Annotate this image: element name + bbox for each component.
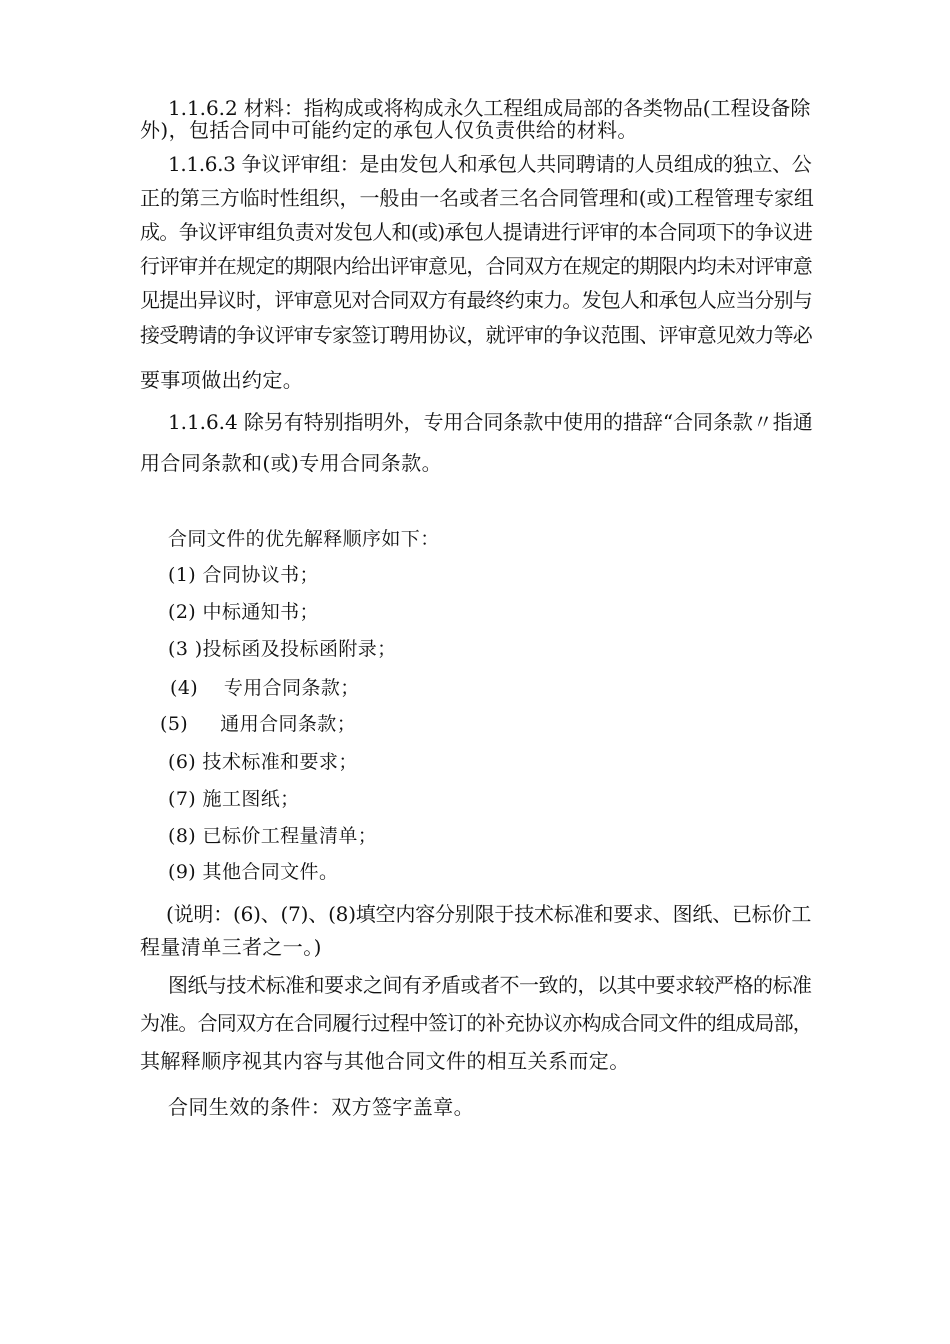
priority-item: (6) 技术标准和要求；: [168, 751, 358, 773]
priority-intro: 合同文件的优先解释顺序如下：: [168, 528, 440, 550]
priority-item: (2) 中标通知书；: [168, 601, 319, 623]
clause-line: 1.1.6.3 争议评审组：是由发包人和承包人共同聘请的人员组成的独立、公: [168, 152, 812, 176]
clause-line: 见提出异议时，评审意见对合同双方有最终约束力。发包人和承包人应当分别与: [140, 288, 812, 312]
note-line: (说明：(6)、(7)、(8)填空内容分别限于技术标准和要求、图纸、已标价工: [166, 902, 812, 926]
clause-line: 1.1.6.2 材料：指构成或将构成永久工程组成局部的各类物品(工程设备除: [168, 96, 811, 120]
paragraph-line: 其解释顺序视其内容与其他合同文件的相互关系而定。: [140, 1049, 630, 1073]
priority-item: (9) 其他合同文件。: [168, 861, 339, 883]
clause-line: 接受聘请的争议评审专家签订聘用协议，就评审的争议范围、评审意见效力等必: [140, 323, 812, 347]
priority-item: (3 )投标函及投标函附录；: [168, 638, 397, 660]
priority-item: (5) 通用合同条款；: [160, 713, 357, 735]
clause-line: 成。争议评审组负责对发包人和(或)承包人提请进行评审的本合同项下的争议进: [140, 220, 813, 244]
note-line: 程量清单三者之一。): [140, 935, 322, 959]
priority-item: (7) 施工图纸；: [168, 788, 300, 810]
paragraph-line: 为准。合同双方在合同履行过程中签订的补充协议亦构成合同文件的组成局部，: [140, 1011, 812, 1035]
clause-line: 正的第三方临时性组织，一般由一名或者三名合同管理和(或)工程管理专家组: [140, 186, 814, 210]
paragraph-line: 图纸与技术标准和要求之间有矛盾或者不一致的，以其中要求较严格的标准: [168, 973, 812, 997]
clause-line: 外)，包括合同中可能约定的承包人仅负责供给的材料。: [140, 118, 638, 142]
clause-line: 要事项做出约定。: [140, 368, 304, 392]
effective-condition: 合同生效的条件：双方签字盖章。: [168, 1095, 474, 1119]
priority-item: (8) 已标价工程量清单；: [168, 825, 378, 847]
clause-line: 行评审并在规定的期限内给出评审意见，合同双方在规定的期限内均未对评审意: [140, 254, 812, 278]
clause-line: 1.1.6.4 除另有特别指明外，专用合同条款中使用的措辞“合同条款〃指通: [168, 410, 813, 434]
priority-item: (1) 合同协议书；: [168, 564, 319, 586]
clause-line: 用合同条款和(或)专用合同条款。: [140, 451, 443, 475]
priority-item: (4) 专用合同条款；: [170, 677, 360, 699]
